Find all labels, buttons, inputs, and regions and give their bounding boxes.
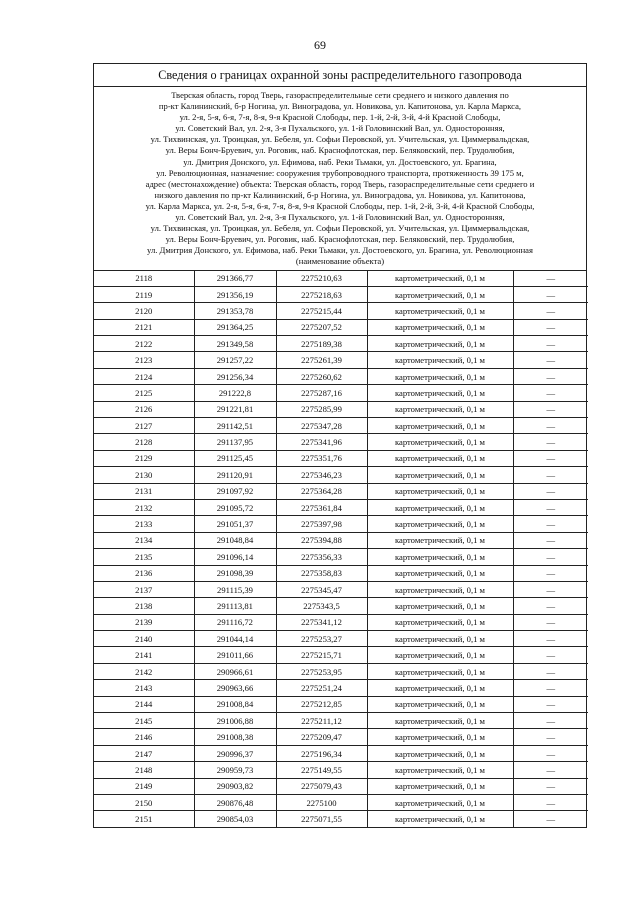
x-coordinate-cell: 290876,48 xyxy=(194,795,276,811)
description-line: ул. Тихвинская, ул. Троицкая, ул. Бебеля, ул. Софьи Перовской, ул. Учительская, ул. Циммервальдская, xyxy=(150,134,530,145)
x-coordinate-cell: 291256,34 xyxy=(194,368,276,384)
description-cell: — xyxy=(513,368,588,384)
table-row xyxy=(94,581,588,597)
y-coordinate-cell: 2275358,83 xyxy=(276,565,367,581)
table-row xyxy=(94,450,588,466)
description-line: ул. Веры Бонч-Бруевич, ул. Роговик, наб. Краснофлотская, пер. Беляковский, пер. Трудолюбия, xyxy=(165,145,515,156)
point-number-cell: 2136 xyxy=(94,565,194,581)
method-accuracy-cell: картометрический, 0,1 м xyxy=(367,745,513,761)
x-coordinate-cell: 290854,03 xyxy=(194,811,276,827)
description-cell: — xyxy=(513,696,588,712)
table-row xyxy=(94,647,588,663)
x-coordinate-cell: 291044,14 xyxy=(194,631,276,647)
method-accuracy-cell: картометрический, 0,1 м xyxy=(367,434,513,450)
method-accuracy-cell: картометрический, 0,1 м xyxy=(367,713,513,729)
y-coordinate-cell: 2275215,44 xyxy=(276,303,367,319)
x-coordinate-cell: 291008,38 xyxy=(194,729,276,745)
table-row xyxy=(94,811,588,827)
y-coordinate-cell: 2275261,39 xyxy=(276,352,367,368)
y-coordinate-cell: 2275210,63 xyxy=(276,271,367,287)
y-coordinate-cell: 2275345,47 xyxy=(276,581,367,597)
table-row xyxy=(94,745,588,761)
table-row xyxy=(94,614,588,630)
x-coordinate-cell: 291011,66 xyxy=(194,647,276,663)
description-cell: — xyxy=(513,647,588,663)
description-cell: — xyxy=(513,729,588,745)
x-coordinate-cell: 291096,14 xyxy=(194,549,276,565)
x-coordinate-cell: 291006,88 xyxy=(194,713,276,729)
method-accuracy-cell: картометрический, 0,1 м xyxy=(367,614,513,630)
table-row xyxy=(94,401,588,417)
y-coordinate-cell: 2275341,12 xyxy=(276,614,367,630)
point-number-cell: 2148 xyxy=(94,762,194,778)
description-cell: — xyxy=(513,385,588,401)
table-row xyxy=(94,385,588,401)
description-cell: — xyxy=(546,814,556,825)
y-coordinate-cell: 2275212,85 xyxy=(276,696,367,712)
method-accuracy-cell: картометрический, 0,1 м xyxy=(367,581,513,597)
point-number-cell: 2121 xyxy=(94,319,194,335)
coordinates-table xyxy=(94,271,588,827)
table-row xyxy=(94,680,588,696)
description-cell: — xyxy=(513,631,588,647)
y-coordinate-cell: 2275071,55 xyxy=(276,811,367,827)
x-coordinate-cell: 291142,51 xyxy=(194,418,276,434)
y-coordinate-cell: 2275196,34 xyxy=(276,745,367,761)
point-number-cell: 2149 xyxy=(94,778,194,794)
x-coordinate-cell: 291008,84 xyxy=(194,696,276,712)
description-cell: — xyxy=(513,467,588,483)
description-cell: — xyxy=(513,581,588,597)
table-row xyxy=(94,352,588,368)
x-coordinate-cell: 291113,81 xyxy=(194,598,276,614)
x-coordinate-cell: 291366,77 xyxy=(194,271,276,287)
y-coordinate-cell: 2275285,99 xyxy=(276,401,367,417)
method-accuracy-cell: картометрический, 0,1 м xyxy=(367,811,513,827)
description-line: ул. Дмитрия Донского, ул. Ефимова, наб. Реки Тьмаки, ул. Достоевского, ул. Брагина, xyxy=(183,156,497,167)
y-coordinate-cell: 2275260,62 xyxy=(276,368,367,384)
description-line: адрес (местонахождение) объекта: Тверская область, город Тверь, газораспределительные сети среднего и xyxy=(145,178,535,189)
y-coordinate-cell: 2275251,24 xyxy=(276,680,367,696)
method-accuracy-cell: картометрический, 0,1 м xyxy=(367,499,513,515)
table-row xyxy=(94,696,588,712)
description-cell: — xyxy=(513,516,588,532)
method-accuracy-cell: картометрический, 0,1 м xyxy=(367,271,513,287)
document-sheet xyxy=(93,63,587,828)
point-number-cell: 2151 xyxy=(94,811,194,827)
point-number-cell: 2137 xyxy=(94,581,194,597)
point-number-cell: 2124 xyxy=(94,368,194,384)
method-accuracy-cell: картометрический, 0,1 м xyxy=(367,778,513,794)
table-row xyxy=(94,467,588,483)
description-line: ул. Революционная, назначение: сооружения трубопроводного транспорта, протяженность 39 175 м, xyxy=(156,167,524,178)
point-number-cell: 2118 xyxy=(94,271,194,287)
method-accuracy-cell: картометрический, 0,1 м xyxy=(367,795,513,811)
y-coordinate-cell: 2275287,16 xyxy=(276,385,367,401)
point-number-cell: 2130 xyxy=(94,467,194,483)
x-coordinate-cell: 291048,84 xyxy=(194,532,276,548)
point-number-cell: 2131 xyxy=(94,483,194,499)
table-row xyxy=(94,532,588,548)
description-line: пр-кт Калининский, б-р Ногина, ул. Виноградова, ул. Новикова, ул. Капитонова, ул. Карла Маркса, xyxy=(158,101,522,112)
x-coordinate-cell: 291137,95 xyxy=(194,434,276,450)
description-cell: — xyxy=(513,565,588,581)
x-coordinate-cell: 291349,58 xyxy=(194,336,276,352)
method-accuracy-cell: картометрический, 0,1 м xyxy=(367,368,513,384)
table-row xyxy=(94,303,588,319)
table-row xyxy=(94,418,588,434)
table-row xyxy=(94,549,588,565)
x-coordinate-cell: 291364,25 xyxy=(194,319,276,335)
y-coordinate-cell: 2275394,88 xyxy=(276,532,367,548)
table-row xyxy=(94,778,588,794)
y-coordinate-cell: 2275356,33 xyxy=(276,549,367,565)
description-cell: — xyxy=(513,336,588,352)
y-coordinate-cell: 2275207,52 xyxy=(276,319,367,335)
table-row xyxy=(94,713,588,729)
description-line: Тверская область, город Тверь, газораспределительные сети среднего и низкого давления по xyxy=(171,90,509,100)
document-title: Сведения о границах охранной зоны распределительного газопровода xyxy=(94,64,586,87)
description-line: ул. Тихвинская, ул. Троицкая, ул. Бебеля, ул. Софьи Перовской, ул. Учительская, ул. Циммервальдская, xyxy=(150,223,530,234)
point-number-cell: 2144 xyxy=(94,696,194,712)
y-coordinate-cell: 2275209,47 xyxy=(276,729,367,745)
x-coordinate-cell: 291116,72 xyxy=(194,614,276,630)
x-coordinate-cell: 291221,81 xyxy=(194,401,276,417)
table-row xyxy=(94,483,588,499)
table-row xyxy=(94,762,588,778)
y-coordinate-cell: 2275341,96 xyxy=(276,434,367,450)
method-accuracy-cell: картометрический, 0,1 м xyxy=(367,729,513,745)
x-coordinate-cell: 291222,8 xyxy=(194,385,276,401)
y-coordinate-cell: 2275343,5 xyxy=(276,598,367,614)
description-cell: — xyxy=(513,450,588,466)
x-coordinate-cell: 290903,82 xyxy=(194,778,276,794)
table-row xyxy=(94,319,588,335)
description-cell: — xyxy=(513,762,588,778)
table-row xyxy=(94,598,588,614)
description-cell: — xyxy=(513,418,588,434)
point-number-cell: 2150 xyxy=(94,795,194,811)
point-number-cell: 2143 xyxy=(94,680,194,696)
y-coordinate-cell: 2275211,12 xyxy=(276,713,367,729)
page-number: 69 xyxy=(314,38,326,52)
coordinates-table-body xyxy=(94,271,588,827)
method-accuracy-cell: картометрический, 0,1 м xyxy=(367,647,513,663)
point-number-cell: 2141 xyxy=(94,647,194,663)
point-number-cell: 2126 xyxy=(94,401,194,417)
table-row xyxy=(94,499,588,515)
point-number-cell: 2146 xyxy=(94,729,194,745)
object-description xyxy=(94,87,586,271)
description-cell: — xyxy=(513,483,588,499)
point-number-cell: 2125 xyxy=(94,385,194,401)
description-cell: — xyxy=(513,795,588,811)
point-number-cell: 2147 xyxy=(94,745,194,761)
y-coordinate-cell: 2275253,95 xyxy=(276,663,367,679)
point-number-cell: 2135 xyxy=(94,549,194,565)
y-coordinate-cell: 2275347,28 xyxy=(276,418,367,434)
table-row xyxy=(94,368,588,384)
description-cell: — xyxy=(513,532,588,548)
y-coordinate-cell: 2275149,55 xyxy=(276,762,367,778)
point-number-cell: 2132 xyxy=(94,499,194,515)
point-number-cell: 2140 xyxy=(94,631,194,647)
y-coordinate-cell: 2275361,84 xyxy=(276,499,367,515)
description-cell: — xyxy=(513,598,588,614)
point-number-cell: 2123 xyxy=(94,352,194,368)
method-accuracy-cell: картометрический, 0,1 м xyxy=(367,762,513,778)
table-row xyxy=(94,795,588,811)
description-cell: — xyxy=(513,778,588,794)
method-accuracy-cell: картометрический, 0,1 м xyxy=(367,352,513,368)
method-accuracy-cell: картометрический, 0,1 м xyxy=(367,680,513,696)
table-row xyxy=(94,516,588,532)
table-row xyxy=(94,336,588,352)
method-accuracy-cell: картометрический, 0,1 м xyxy=(367,385,513,401)
description-line: ул. Дмитрия Донского, ул. Ефимова, наб. Реки Тьмаки, ул. Достоевского, ул. Брагина, ул. Революционная xyxy=(147,245,533,256)
point-number-cell: 2139 xyxy=(94,614,194,630)
x-coordinate-cell: 291356,19 xyxy=(194,286,276,302)
point-number-cell: 2138 xyxy=(94,598,194,614)
point-number-cell: 2142 xyxy=(94,663,194,679)
x-coordinate-cell: 291095,72 xyxy=(194,499,276,515)
description-cell: — xyxy=(513,434,588,450)
point-number-cell: 2122 xyxy=(94,336,194,352)
method-accuracy-cell: картометрический, 0,1 м xyxy=(367,598,513,614)
x-coordinate-cell: 291257,22 xyxy=(194,352,276,368)
description-line: ул. Советский Вал, ул. 2-я, 3-я Пухальского, ул. 1-й Головинский Вал, ул. Односторонняя, xyxy=(175,123,505,134)
y-coordinate-cell: 2275253,27 xyxy=(276,631,367,647)
y-coordinate-cell: 2275218,63 xyxy=(276,286,367,302)
description-cell: — xyxy=(513,713,588,729)
point-number-cell: 2119 xyxy=(94,286,194,302)
table-row xyxy=(94,565,588,581)
method-accuracy-cell: картометрический, 0,1 м xyxy=(367,516,513,532)
description-cell: — xyxy=(513,663,588,679)
y-coordinate-cell: 2275215,71 xyxy=(276,647,367,663)
x-coordinate-cell: 290996,37 xyxy=(194,745,276,761)
y-coordinate-cell: 2275397,98 xyxy=(276,516,367,532)
description-cell: — xyxy=(513,352,588,368)
method-accuracy-cell: картометрический, 0,1 м xyxy=(367,450,513,466)
description-cell: — xyxy=(513,499,588,515)
method-accuracy-cell: картометрический, 0,1 м xyxy=(367,483,513,499)
description-cell: — xyxy=(513,286,588,302)
description-line: ул. Советский Вал, ул. 2-я, 3-я Пухальского, ул. 1-й Головинский Вал, ул. Односторонняя, xyxy=(175,212,505,223)
description-cell: — xyxy=(513,549,588,565)
x-coordinate-cell: 291097,92 xyxy=(194,483,276,499)
x-coordinate-cell: 290966,61 xyxy=(194,663,276,679)
description-line: ул. Карла Маркса, ул. 2-я, 5-я, 6-я, 7-я, 8-я, 9-я Красной Слободы, пер. 1-й, 2-й, 3-й, 4-й Красной Слободы, xyxy=(145,200,535,211)
method-accuracy-cell: картометрический, 0,1 м xyxy=(367,303,513,319)
y-coordinate-cell: 2275351,76 xyxy=(276,450,367,466)
x-coordinate-cell: 291051,37 xyxy=(194,516,276,532)
x-coordinate-cell: 291353,78 xyxy=(194,303,276,319)
description-cell: — xyxy=(513,401,588,417)
x-coordinate-cell: 291115,39 xyxy=(194,581,276,597)
method-accuracy-cell: картометрический, 0,1 м xyxy=(367,565,513,581)
table-row xyxy=(94,729,588,745)
y-coordinate-cell: 2275189,38 xyxy=(276,336,367,352)
point-number-cell: 2145 xyxy=(94,713,194,729)
description-line: ул. 2-я, 5-я, 6-я, 7-я, 8-я, 9-я Красной Слободы, пер. 1-й, 2-й, 3-й, 4-й Красной Слободы, xyxy=(179,112,501,123)
x-coordinate-cell: 291120,91 xyxy=(194,467,276,483)
x-coordinate-cell: 291125,45 xyxy=(194,450,276,466)
table-row xyxy=(94,434,588,450)
y-coordinate-cell: 2275346,23 xyxy=(276,467,367,483)
description-cell: — xyxy=(513,319,588,335)
method-accuracy-cell: картометрический, 0,1 м xyxy=(367,663,513,679)
y-coordinate-cell: 2275079,43 xyxy=(276,778,367,794)
point-number-cell: 2133 xyxy=(94,516,194,532)
method-accuracy-cell: картометрический, 0,1 м xyxy=(367,319,513,335)
y-coordinate-cell: 2275100 xyxy=(276,795,367,811)
description-cell: — xyxy=(513,303,588,319)
point-number-cell: 2128 xyxy=(94,434,194,450)
point-number-cell: 2120 xyxy=(94,303,194,319)
table-row xyxy=(94,631,588,647)
x-coordinate-cell: 291098,39 xyxy=(194,565,276,581)
point-number-cell: 2129 xyxy=(94,450,194,466)
description-cell: — xyxy=(513,271,588,287)
method-accuracy-cell: картометрический, 0,1 м xyxy=(367,696,513,712)
method-accuracy-cell: картометрический, 0,1 м xyxy=(367,631,513,647)
method-accuracy-cell: картометрический, 0,1 м xyxy=(367,418,513,434)
method-accuracy-cell: картометрический, 0,1 м xyxy=(367,336,513,352)
point-number-cell: 2134 xyxy=(94,532,194,548)
table-row xyxy=(94,663,588,679)
x-coordinate-cell: 290963,66 xyxy=(194,680,276,696)
method-accuracy-cell: картометрический, 0,1 м xyxy=(367,532,513,548)
method-accuracy-cell: картометрический, 0,1 м xyxy=(367,286,513,302)
description-caption: (наименование объекта) xyxy=(295,256,385,267)
description-cell: — xyxy=(513,745,588,761)
method-accuracy-cell: картометрический, 0,1 м xyxy=(367,401,513,417)
table-row xyxy=(94,286,588,302)
y-coordinate-cell: 2275364,28 xyxy=(276,483,367,499)
method-accuracy-cell: картометрический, 0,1 м xyxy=(367,467,513,483)
method-accuracy-cell: картометрический, 0,1 м xyxy=(367,549,513,565)
description-line: ул. Веры Бонч-Бруевич, ул. Роговик, наб. Краснофлотская, пер. Беляковский, пер. Трудолюбия, xyxy=(165,234,515,245)
description-cell: — xyxy=(513,680,588,696)
point-number-cell: 2127 xyxy=(94,418,194,434)
table-row xyxy=(94,271,588,287)
description-cell: — xyxy=(513,614,588,630)
x-coordinate-cell: 290959,73 xyxy=(194,762,276,778)
description-line: низкого давления по пр-кт Калининский, б-р Ногина, ул. Виноградова, ул. Новикова, ул. Капитонова, xyxy=(154,189,526,200)
